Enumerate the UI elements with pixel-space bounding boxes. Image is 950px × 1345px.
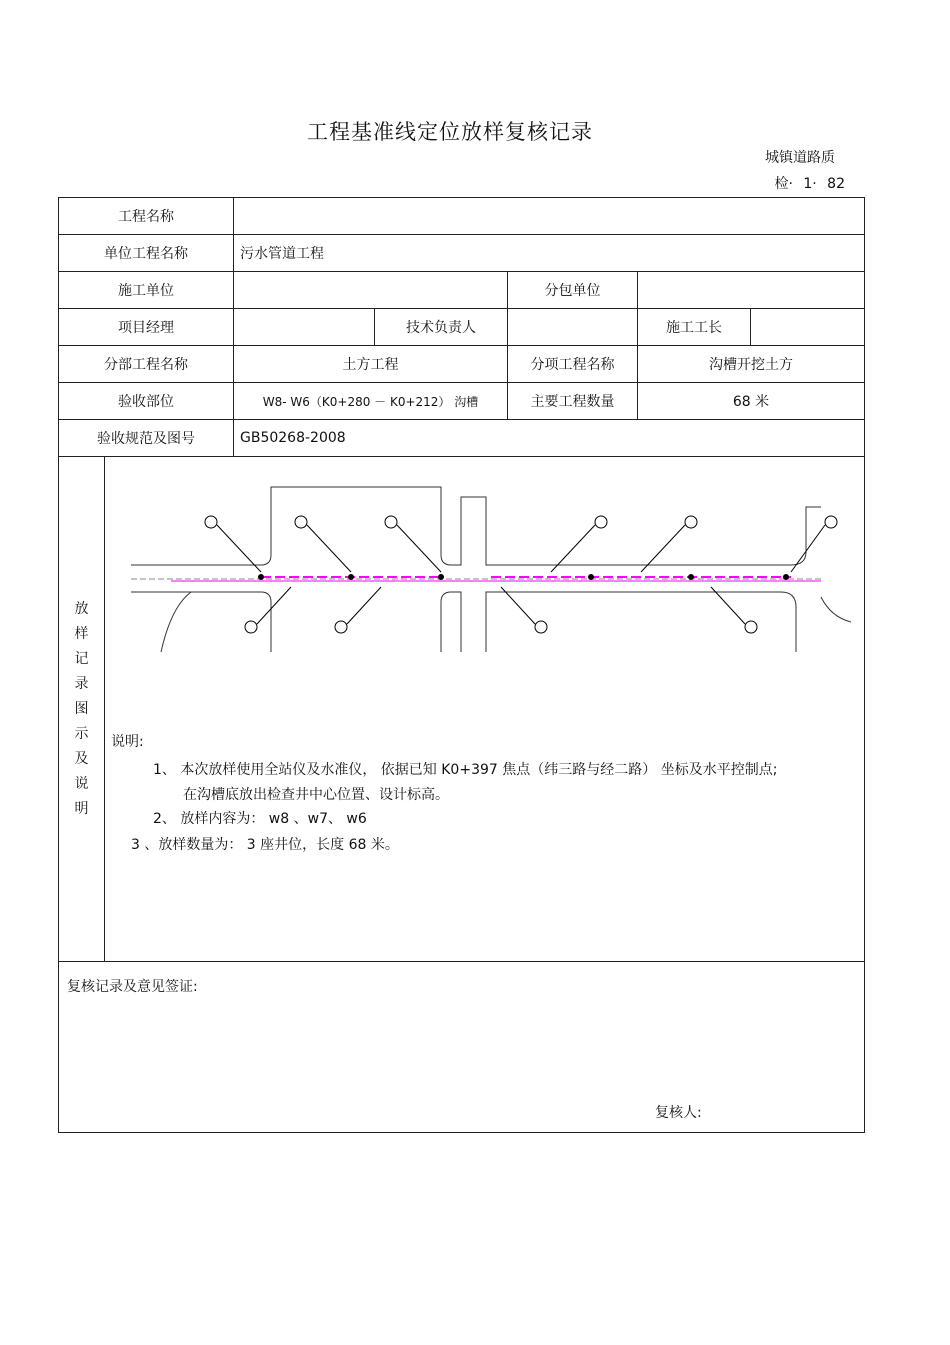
unit-project-label: 单位工程名称 [59, 235, 234, 272]
row-project-name [59, 198, 865, 235]
row-division [59, 346, 865, 383]
row-contractor [59, 272, 865, 309]
row-unit-project [59, 235, 865, 272]
leader-markers [205, 516, 837, 633]
unit-project-value[interactable]: 污水管道工程 [234, 235, 865, 272]
side-label-char: 图 [74, 700, 89, 717]
quantity-value[interactable]: 68 米 [638, 383, 865, 420]
side-label-char: 放 [74, 600, 89, 617]
division-value[interactable]: 土方工程 [234, 346, 508, 383]
row-spec [59, 420, 865, 457]
review-cell[interactable] [59, 962, 865, 1133]
side-label-char: 示 [74, 725, 89, 742]
document-category: 城镇道路质 [765, 150, 835, 166]
document-title: 工程基准线定位放样复核记录 [307, 120, 593, 144]
note-item-1-continued: 在沟槽底放出检查井中心位置、设计标高。 [183, 787, 449, 803]
subcontractor-label: 分包单位 [508, 272, 638, 309]
side-label-char: 录 [74, 675, 89, 692]
side-label-char: 说 [74, 775, 89, 792]
pm-label: 项目经理 [59, 309, 234, 346]
project-name-value[interactable] [234, 198, 865, 235]
foreman-label: 施工工长 [638, 309, 751, 346]
part-label: 验收部位 [59, 383, 234, 420]
part-value[interactable]: W8- W6（K0+280 － K0+212） 沟槽 [234, 383, 508, 420]
layout-drawing [131, 467, 851, 657]
side-label-char: 记 [74, 650, 89, 667]
project-name-label: 工程名称 [59, 198, 234, 235]
side-label-char: 明 [74, 800, 89, 817]
spec-value[interactable]: GB50268-2008 [234, 420, 865, 457]
notes-title: 说明: [111, 734, 144, 750]
side-label-chars [59, 597, 104, 822]
review-label: 复核记录及意见签证: [67, 979, 198, 995]
contractor-label: 施工单位 [59, 272, 234, 309]
pm-value[interactable] [234, 309, 375, 346]
record-table [58, 197, 865, 1133]
item-label: 分项工程名称 [508, 346, 638, 383]
note-item-2: 2、 放样内容为： w8 、w7、 w6 [153, 811, 367, 827]
row-managers [59, 309, 865, 346]
row-layout-drawing [59, 457, 865, 962]
side-label-char: 样 [74, 625, 89, 642]
row-acceptance-part [59, 383, 865, 420]
road-outlines [131, 487, 851, 652]
note-item-3: 3 、放样数量为： 3 座井位，长度 68 米。 [131, 837, 399, 853]
row-review [59, 962, 865, 1133]
note-item-1: 1、 本次放样使用全站仪及水准仪， 依据已知 K0+397 焦点（纬三路与经二路） 坐标及水平控制点; [153, 762, 778, 778]
foreman-value[interactable] [751, 309, 865, 346]
side-label [59, 457, 105, 962]
tech-lead-value[interactable] [508, 309, 638, 346]
reviewer-signature-label: 复核人: [655, 1105, 702, 1121]
side-label-char: 及 [74, 750, 89, 767]
document-code: 检· 1· 82 [774, 176, 845, 192]
item-value[interactable]: 沟槽开挖土方 [638, 346, 865, 383]
subcontractor-value[interactable] [638, 272, 865, 309]
division-label: 分部工程名称 [59, 346, 234, 383]
quantity-label: 主要工程数量 [508, 383, 638, 420]
contractor-value[interactable] [234, 272, 508, 309]
spec-label: 验收规范及图号 [59, 420, 234, 457]
drawing-cell [105, 457, 865, 962]
tech-lead-label: 技术负责人 [375, 309, 508, 346]
